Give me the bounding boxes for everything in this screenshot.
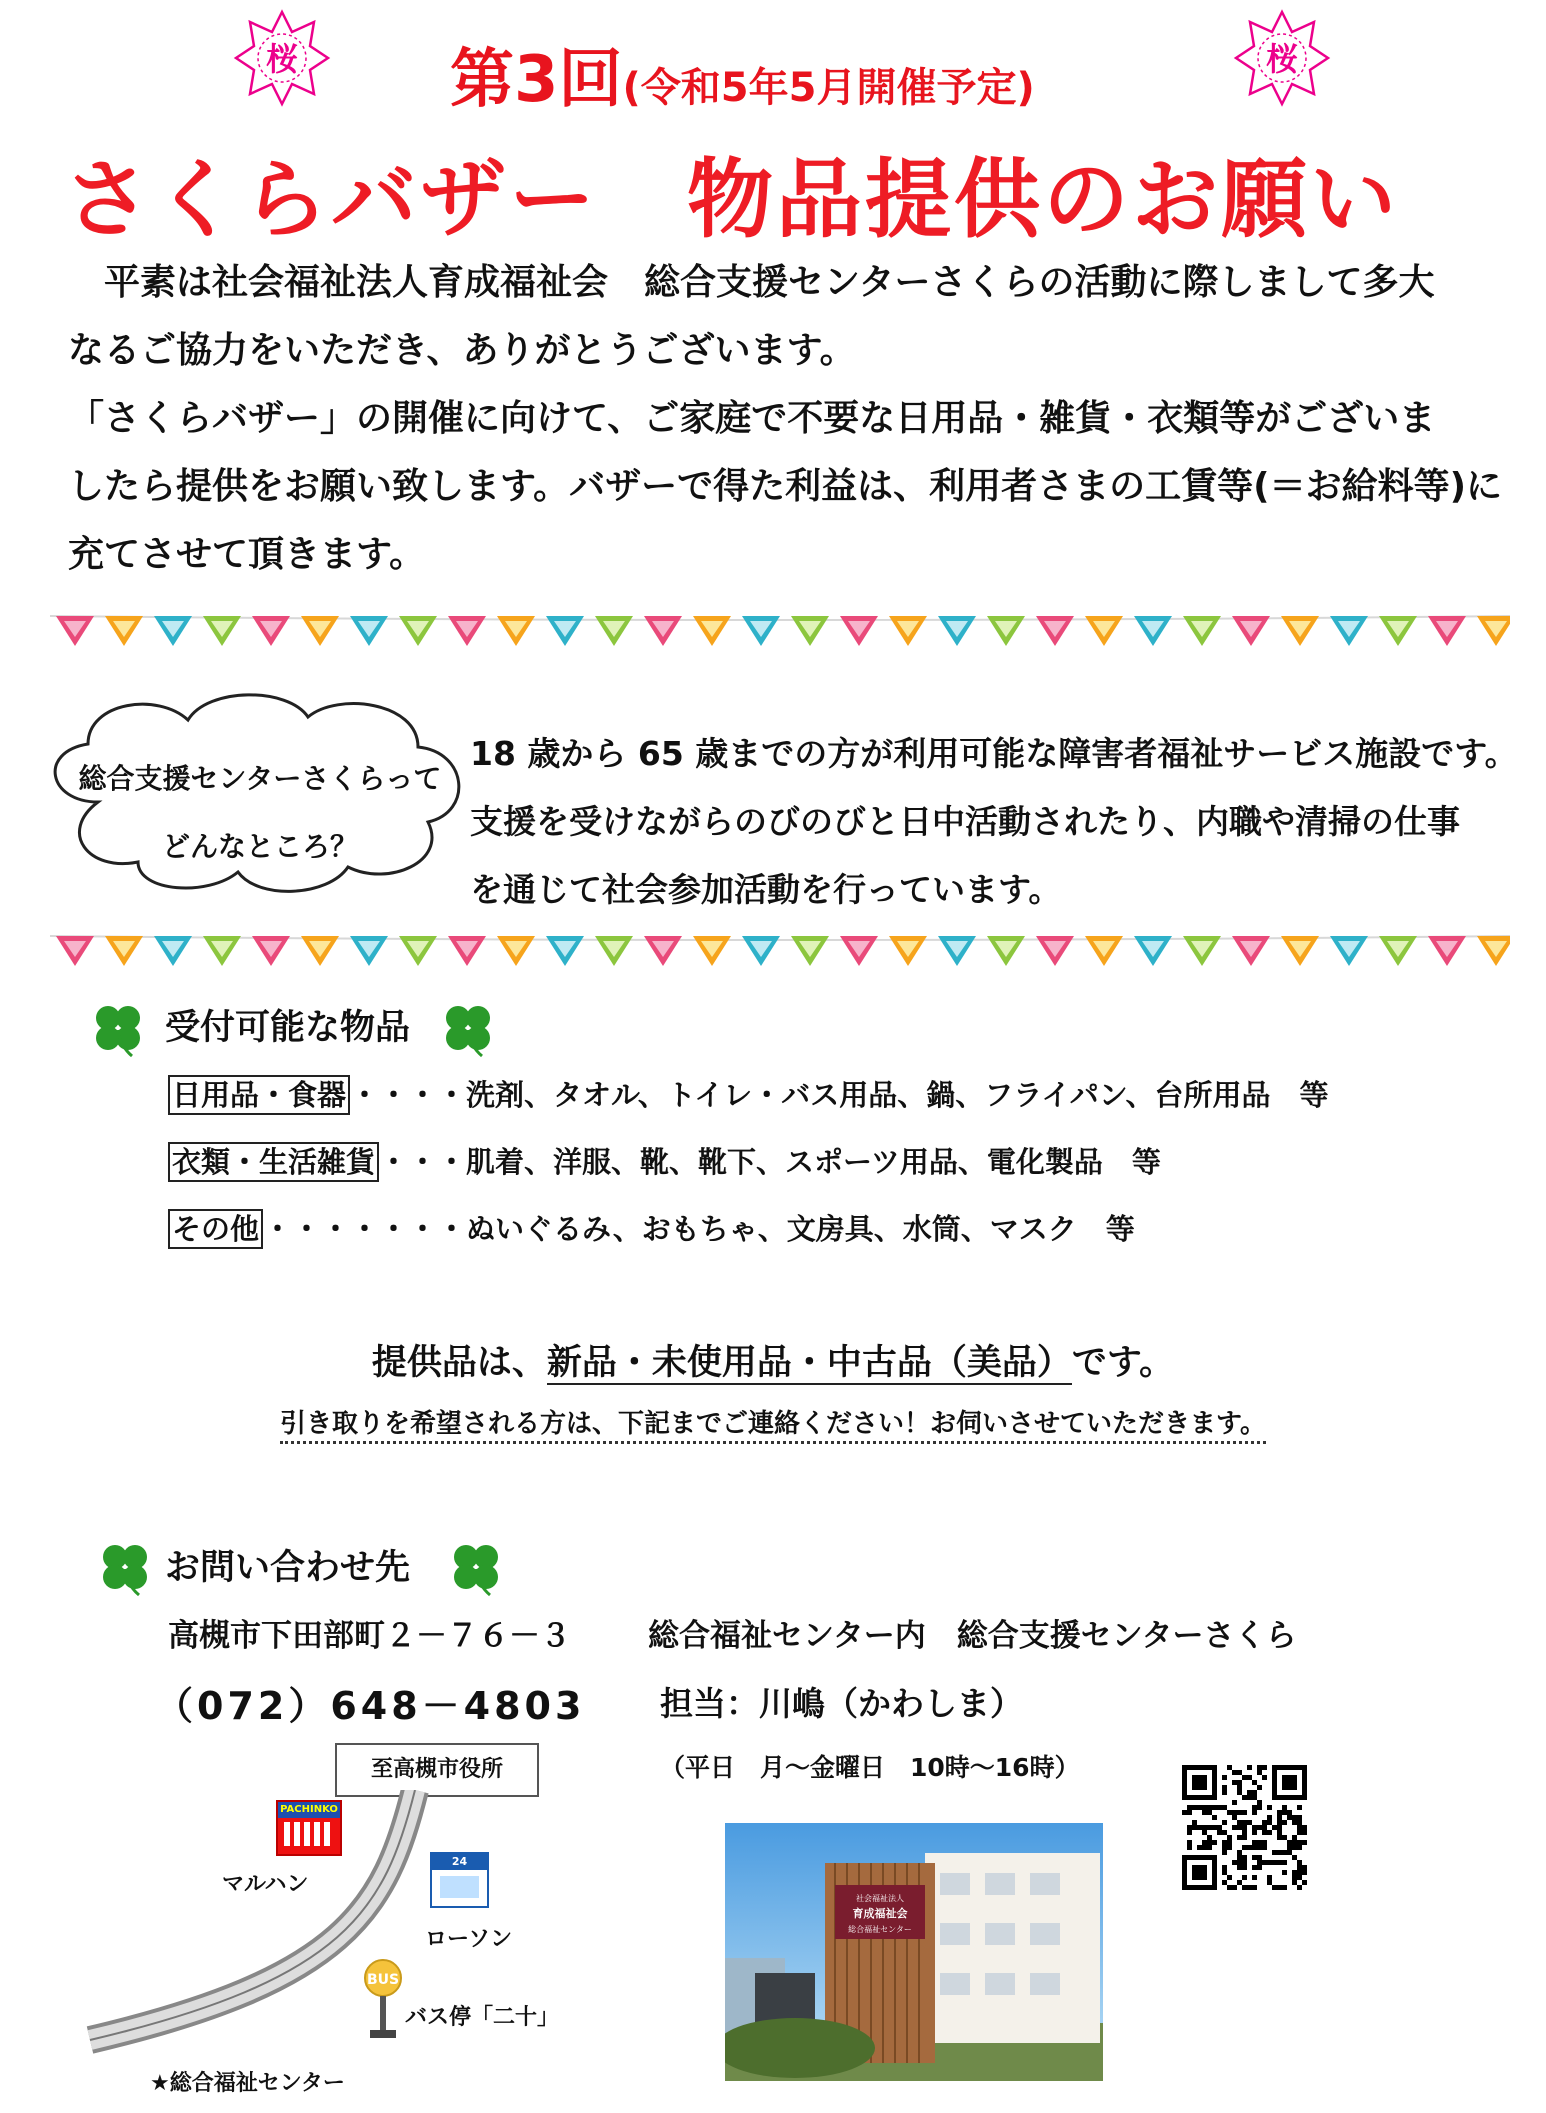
- sakura-emblem-left-icon: [232, 8, 332, 108]
- pachinko-shop-icon: [276, 1800, 342, 1856]
- bunting-flag: [1379, 616, 1417, 646]
- bunting-flag: [742, 936, 780, 966]
- bunting-flag: [595, 936, 633, 966]
- item-list: ぬいぐるみ、おもちゃ、文房具、水筒、マスク 等: [466, 1212, 1135, 1246]
- bunting-flag: [840, 936, 878, 966]
- bunting-flag: [105, 936, 143, 966]
- emblem-text: 桜: [265, 40, 299, 78]
- bunting-divider-bottom: [50, 930, 1510, 985]
- bunting-flag: [203, 616, 241, 646]
- edition-heading: [450, 28, 1035, 120]
- intro-line-3: 「さくらバザー」の開催に向けて、ご家庭で不要な日用品・雑貨・衣類等がございま: [68, 398, 1436, 439]
- lawson-sign: 24: [432, 1854, 487, 1870]
- bus-sign: BUS: [366, 1972, 400, 1988]
- about-description: [470, 720, 1518, 924]
- bunting-flag: [1134, 616, 1172, 646]
- bunting-flag: [1428, 616, 1466, 646]
- page-title: さくらバザー 物品提供のお願い: [64, 150, 1399, 250]
- bunting-flag: [1232, 936, 1270, 966]
- bunting-flag: [399, 936, 437, 966]
- welfare-center-label: ★総合福祉センター: [150, 2071, 345, 2096]
- bunting-flag: [938, 616, 976, 646]
- item-row-clothing: [168, 1140, 1161, 1181]
- bunting-flag: [56, 936, 94, 966]
- item-dots: ・・・・: [350, 1078, 467, 1112]
- bunting-flag: [889, 936, 927, 966]
- edition-number: 第3回: [450, 43, 623, 117]
- bunting-flag: [595, 616, 633, 646]
- bunting-flag: [252, 936, 290, 966]
- bunting-flag: [252, 616, 290, 646]
- building-sign-line-1: 社会福祉法人: [856, 1894, 904, 1903]
- bunting-divider-top: [50, 610, 1510, 665]
- bunting-flag: [546, 936, 584, 966]
- item-row-daily: [168, 1073, 1329, 1114]
- item-row-other: [168, 1207, 1135, 1248]
- lawson-store-icon: [430, 1852, 489, 1908]
- bunting-flag: [1477, 616, 1510, 646]
- bunting-flag: [56, 616, 94, 646]
- intro-line-5: 充てさせて頂きます。: [68, 534, 426, 575]
- building-photo: [725, 1823, 1103, 2081]
- pickup-text: 引き取りを希望される方は、下記までご連絡ください！お伺いさせていただきます。: [280, 1409, 1266, 1444]
- bunting-flag: [399, 616, 437, 646]
- cloud-question: [70, 745, 450, 881]
- bunting-flag: [1036, 616, 1074, 646]
- cloud-line-2: どんなところ？: [161, 830, 358, 863]
- notice-prefix: 提供品は、: [371, 1343, 547, 1383]
- edition-date: (令和5年5月開催予定): [622, 65, 1035, 111]
- bunting-flag: [644, 936, 682, 966]
- bunting-flag: [1330, 936, 1368, 966]
- pachinko-sign: PACHINKO: [278, 1802, 340, 1818]
- building-sign-line-3: 総合福祉センター: [848, 1925, 912, 1934]
- item-dots: ・・・: [379, 1145, 467, 1179]
- bunting-flag: [350, 936, 388, 966]
- qr-code[interactable]: [1182, 1765, 1307, 1890]
- bunting-flag: [1379, 936, 1417, 966]
- bunting-flag: [203, 936, 241, 966]
- intro-line-2: なるご協力をいただき、ありがとうございます。: [68, 330, 856, 371]
- city-hall-direction: 至高槻市役所: [335, 1743, 539, 1797]
- bunting-flag: [791, 616, 829, 646]
- bunting-flag: [154, 616, 192, 646]
- bunting-flag: [938, 936, 976, 966]
- clover-icon: [95, 1537, 155, 1597]
- bunting-flag: [693, 616, 731, 646]
- contact-phone[interactable]: （072）648－4803: [155, 1684, 586, 1728]
- bunting-flag: [546, 616, 584, 646]
- bunting-flag: [1134, 936, 1172, 966]
- contact-facility: 総合福祉センター内 総合支援センターさくら: [648, 1618, 1297, 1654]
- item-category: 衣類・生活雑貨: [168, 1142, 379, 1182]
- bunting-flag: [987, 616, 1025, 646]
- intro-line-4: したら提供をお願い致します。バザーで得た利益は、利用者さまの工賃等(＝お給料等)に: [68, 466, 1503, 507]
- item-category: 日用品・食器: [168, 1075, 350, 1115]
- notice-emphasis: 新品・未使用品・中古品（美品）: [546, 1343, 1072, 1383]
- contact-person: 担当：川嶋（かわしま）: [660, 1684, 1023, 1723]
- lawson-label: ローソン: [425, 1927, 513, 1952]
- contact-section-title: お問い合わせ先: [165, 1548, 411, 1588]
- items-section-title: 受付可能な物品: [165, 1008, 411, 1048]
- item-dots: ・・・・・・・: [263, 1212, 467, 1246]
- bunting-flag: [840, 616, 878, 646]
- bunting-flag: [1232, 616, 1270, 646]
- item-list: 肌着、洋服、靴、靴下、スポーツ用品、電化製品 等: [466, 1145, 1161, 1179]
- intro-line-1: 平素は社会福祉法人育成福祉会 総合支援センターさくらの活動に際しまして多大: [68, 262, 1435, 303]
- clover-icon: [438, 998, 498, 1058]
- bunting-flag: [1330, 616, 1368, 646]
- pickup-notice: [0, 1403, 1546, 1440]
- bunting-flag: [1183, 936, 1221, 966]
- bunting-flag: [1085, 936, 1123, 966]
- bunting-flag: [497, 616, 535, 646]
- bunting-flag: [301, 936, 339, 966]
- notice-suffix: です。: [1071, 1343, 1175, 1383]
- bunting-flag: [1477, 936, 1510, 966]
- contact-address: 高槻市下田部町２－７６－３: [168, 1618, 571, 1654]
- cloud-line-1: 総合支援センターさくらって: [78, 762, 442, 795]
- emblem-text: 桜: [1265, 40, 1299, 78]
- bunting-flag: [350, 616, 388, 646]
- bunting-flag: [1281, 936, 1319, 966]
- bunting-flag: [693, 936, 731, 966]
- contact-hours: （平日 月～金曜日 10時～16時）: [660, 1753, 1080, 1782]
- about-line-2: 支援を受けながらのびのびと日中活動されたり、内職や清掃の仕事: [470, 802, 1460, 841]
- bunting-flag: [1281, 616, 1319, 646]
- building-sign-line-2: 育成福祉会: [852, 1907, 908, 1920]
- bus-stop-icon: [358, 1958, 408, 2040]
- bunting-flag: [154, 936, 192, 966]
- bunting-flag: [644, 616, 682, 646]
- bunting-flag: [497, 936, 535, 966]
- bunting-flag: [1428, 936, 1466, 966]
- condition-notice: [0, 1335, 1546, 1385]
- maruhan-label: マルハン: [222, 1872, 309, 1897]
- about-line-3: を通じて社会参加活動を行っています。: [470, 870, 1062, 909]
- bunting-flag: [987, 936, 1025, 966]
- bunting-flag: [448, 616, 486, 646]
- item-list: 洗剤、タオル、トイレ・バス用品、鍋、フライパン、台所用品 等: [466, 1078, 1329, 1112]
- bunting-flag: [105, 616, 143, 646]
- bunting-flag: [742, 616, 780, 646]
- item-category: その他: [168, 1209, 263, 1249]
- bunting-flag: [301, 616, 339, 646]
- bus-stop-label: バス停「二十」: [405, 2005, 560, 2030]
- bunting-flag: [1183, 616, 1221, 646]
- clover-icon: [88, 998, 148, 1058]
- bunting-flag: [448, 936, 486, 966]
- bunting-flag: [1036, 936, 1074, 966]
- bunting-flag: [889, 616, 927, 646]
- bunting-flag: [791, 936, 829, 966]
- clover-icon: [446, 1537, 506, 1597]
- bunting-flag: [1085, 616, 1123, 646]
- sakura-emblem-right-icon: [1232, 8, 1332, 108]
- about-line-1: 18 歳から 65 歳までの方が利用可能な障害者福祉サービス施設です。: [470, 734, 1518, 773]
